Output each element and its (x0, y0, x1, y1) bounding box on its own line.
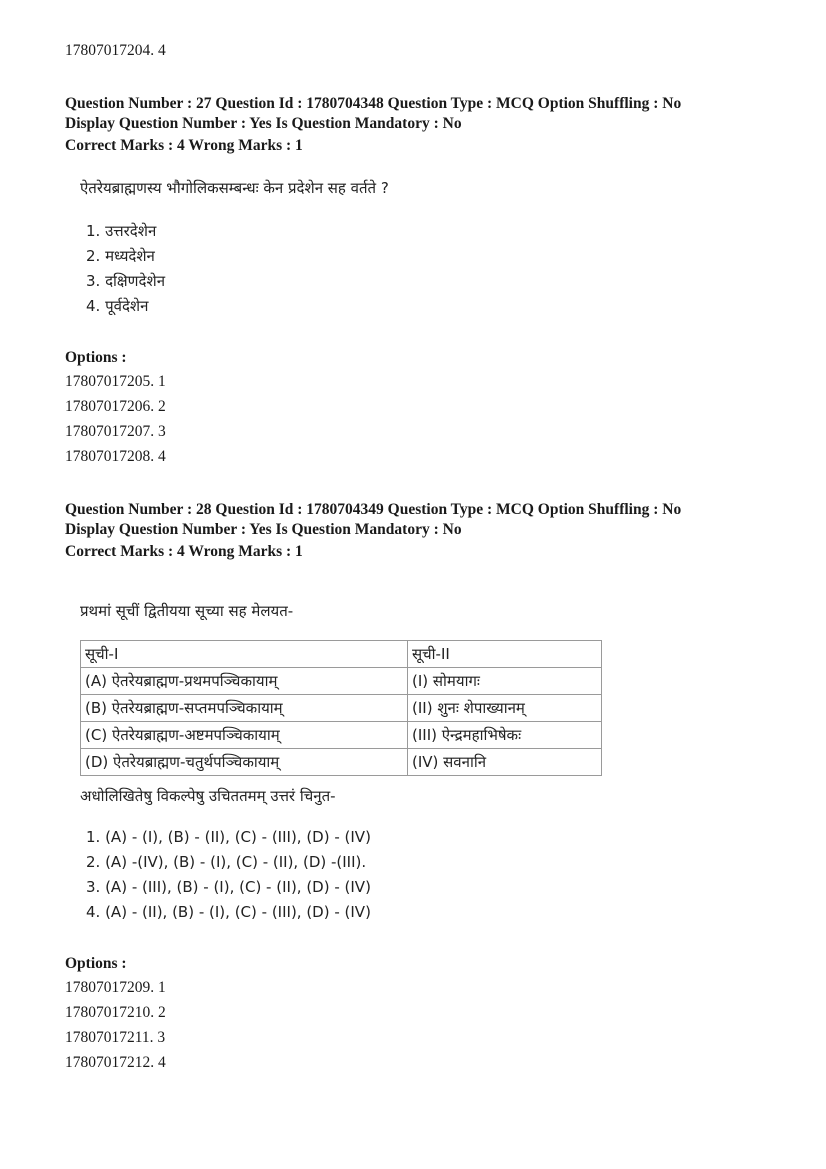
q27-options-label: Options : (65, 349, 127, 366)
q27-marks: Correct Marks : 4 Wrong Marks : 1 (65, 137, 303, 154)
q28-choice-3: 3. (A) - (III), (B) - (I), (C) - (II), (D) - (IV) (86, 878, 371, 896)
table-header-list1: सूची-I (81, 641, 408, 668)
table-cell: (III) ऐन्द्रमहाभिषेकः (408, 722, 602, 749)
table-row (81, 722, 602, 749)
table-header-list2: सूची-II (408, 641, 602, 668)
table-cell: (I) सोमयागः (408, 668, 602, 695)
q28-header-line1: Question Number : 28 Question Id : 1780704349 Question Type : MCQ Option Shuffling : No (65, 501, 682, 518)
q27-choice-3: 3. दक्षिणदेशेन (86, 272, 166, 290)
q27-option-1: 17807017205. 1 (65, 373, 166, 390)
matching-table (80, 640, 602, 776)
q27-header-line2: Display Question Number : Yes Is Question Mandatory : No (65, 115, 462, 132)
table-row (81, 668, 602, 695)
q28-choice-1: 1. (A) - (I), (B) - (II), (C) - (III), (D) - (IV) (86, 828, 371, 846)
q28-header-line2: Display Question Number : Yes Is Question Mandatory : No (65, 521, 462, 538)
q28-option-4: 17807017212. 4 (65, 1054, 166, 1071)
table-row (81, 695, 602, 722)
q27-choice-4: 4. पूर्वदेशेन (86, 297, 149, 315)
q28-choice-4: 4. (A) - (II), (B) - (I), (C) - (III), (D) - (IV) (86, 903, 371, 921)
q28-option-2: 17807017210. 2 (65, 1004, 166, 1021)
q27-choice-1: 1. उत्तरदेशेन (86, 222, 157, 240)
q27-question-text: ऐतरेयब्राह्मणस्य भौगोलिकसम्बन्धः केन प्रदेशेन सह वर्तते ? (80, 179, 389, 197)
table-cell: (IV) सवनानि (408, 749, 602, 776)
table-cell: (B) ऐतरेयब्राह्मण-सप्तमपञ्चिकायाम् (81, 695, 408, 722)
table-cell: (D) ऐतरेयब्राह्मण-चतुर्थपञ्चिकायाम् (81, 749, 408, 776)
q27-option-2: 17807017206. 2 (65, 398, 166, 415)
q28-choice-2: 2. (A) -(IV), (B) - (I), (C) - (II), (D) -(III). (86, 853, 367, 871)
q28-marks: Correct Marks : 4 Wrong Marks : 1 (65, 543, 303, 560)
q28-question-text: प्रथमां सूचीं द्वितीयया सूच्या सह मेलयत- (80, 602, 294, 620)
table-header-row (81, 641, 602, 668)
table-cell: (II) शुनः शेपाख्यानम् (408, 695, 602, 722)
q28-options-label: Options : (65, 955, 127, 972)
q27-header-line1: Question Number : 27 Question Id : 1780704348 Question Type : MCQ Option Shuffling : No (65, 95, 682, 112)
prev-option-line: 17807017204. 4 (65, 42, 166, 59)
q27-option-3: 17807017207. 3 (65, 423, 166, 440)
table-row (81, 749, 602, 776)
q27-choice-2: 2. मध्यदेशेन (86, 247, 155, 265)
table-cell: (C) ऐतरेयब्राह्मण-अष्टमपञ्चिकायाम् (81, 722, 408, 749)
q27-option-4: 17807017208. 4 (65, 448, 166, 465)
q28-option-1: 17807017209. 1 (65, 979, 166, 996)
q28-instruction: अधोलिखितेषु विकल्पेषु उचिततमम् उत्तरं चिनुत- (80, 787, 336, 805)
q28-option-3: 17807017211. 3 (65, 1029, 166, 1046)
table-cell: (A) ऐतरेयब्राह्मण-प्रथमपञ्चिकायाम् (81, 668, 408, 695)
